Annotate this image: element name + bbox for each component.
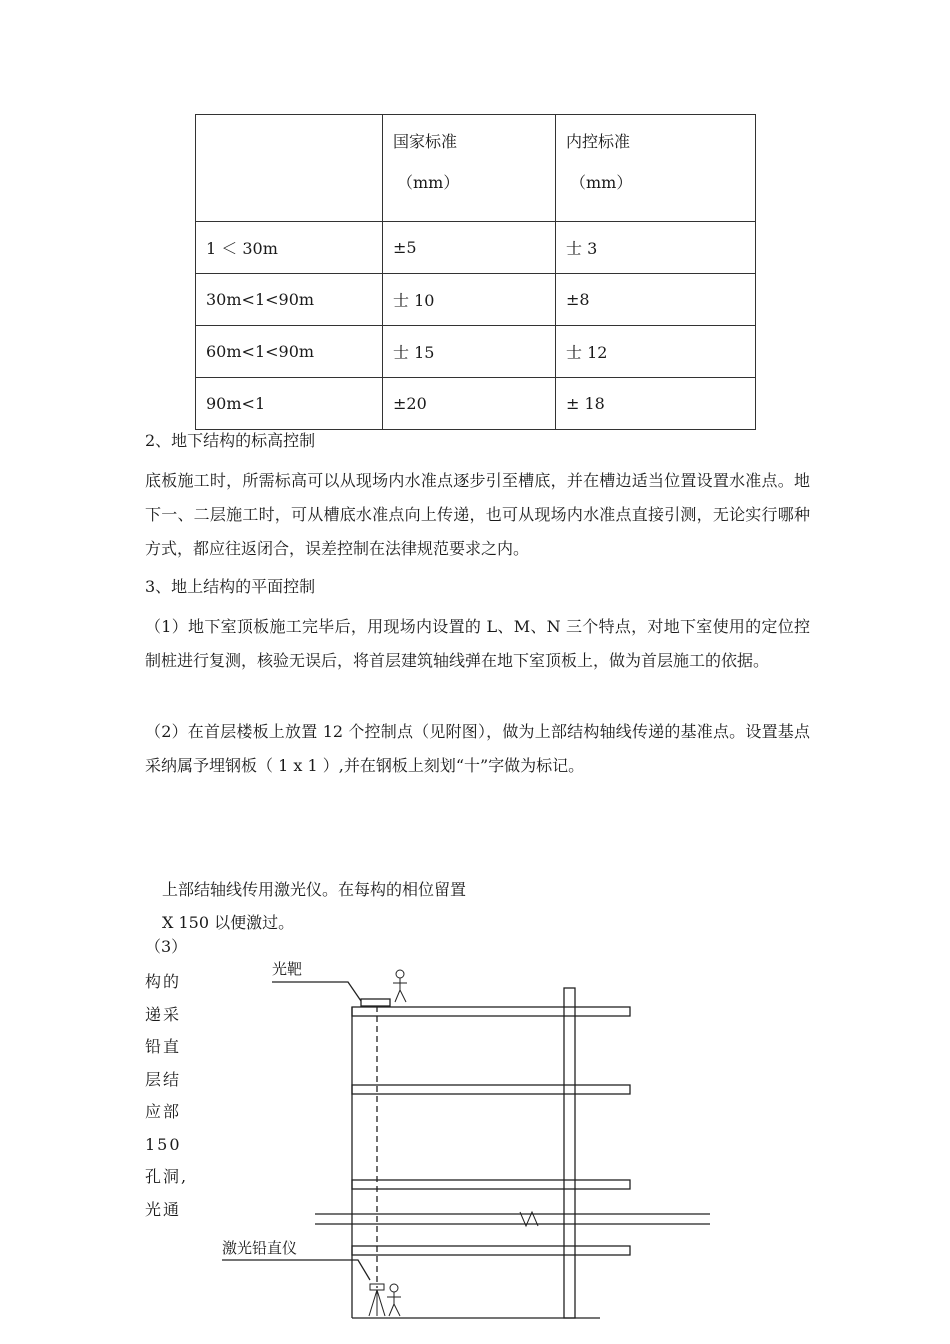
vertical-text-line: 光通 <box>145 1199 182 1219</box>
light-target-icon <box>361 999 390 1006</box>
floor-slab <box>352 1246 630 1255</box>
header-national-label: 国家标准 <box>393 132 458 151</box>
table-cell-national: 士 10 <box>383 274 556 326</box>
vertical-text-line: 递采 <box>145 1004 182 1024</box>
section3-heading: 3、地上结构的平面控制 <box>145 577 316 596</box>
table-cell-national: 士 15 <box>383 326 556 378</box>
floor-slab <box>352 1007 630 1016</box>
header-internal-label: 内控标准 <box>566 132 631 151</box>
section2-paragraph: 底板施工时，所需标高可以从现场内水准点逐步引至槽底，并在槽边适当位置设置水准点。地下一、二层施工时，可从槽底水准点向上传递，也可从现场内水准点直接引测，无论实行哪种方式，都应往返闭合，误差控制在法律规范要求之内。 <box>145 471 810 558</box>
section3-item1: （1）地下室顶板施工完毕后，用现场内设置的 L、M、N 三个特点，对地下室使用的定位控制桩进行复测，核验无误后，将首层建筑轴线弹在地下室顶板上，做为首层施工的依据。 <box>145 617 810 670</box>
vertical-text-line: 铅直 <box>145 1037 182 1056</box>
vertical-text-line: 层结 <box>145 1069 182 1089</box>
person-icon <box>387 1284 401 1316</box>
target-leader-line <box>272 982 361 1001</box>
vertical-text-line: 应部 <box>145 1102 182 1121</box>
right-column <box>564 988 575 1318</box>
table-cell-internal: 士 3 <box>556 222 756 274</box>
section3-item2: （2）在首层楼板上放置 12 个控制点（见附图），做为上部结构轴线传递的基准点。设置基点采纳属予埋钢板（ 1 x 1 ）,并在钢板上刻划“十”字做为标记。 <box>145 722 810 775</box>
table-cell-range: 1 ＜ 30m <box>196 222 383 274</box>
vertical-text-line: 构的 <box>145 972 182 991</box>
table-cell-range: 30m<1<90m <box>196 274 383 326</box>
item3-line-a: 上部结轴线传用激光仪。在每构的相位留置 <box>162 880 467 899</box>
table-cell-range: 90m<1 <box>196 378 383 430</box>
target-label: 光靶 <box>272 960 303 978</box>
table-cell-internal: 士 12 <box>556 326 756 378</box>
person-icon <box>393 970 407 1002</box>
table-cell-internal: ±8 <box>556 274 756 326</box>
header-internal-unit: （mm） <box>570 173 633 192</box>
floor-slab <box>352 1180 630 1189</box>
table-cell-national: ±20 <box>383 378 556 430</box>
table-cell-range: 60m<1<90m <box>196 326 383 378</box>
instrument-leader-line <box>222 1260 370 1280</box>
table-cell-national: ±5 <box>383 222 556 274</box>
item3-label: （3） <box>145 937 188 956</box>
table-cell-internal: ± 18 <box>556 378 756 430</box>
header-national-unit: （mm） <box>397 173 460 192</box>
vertical-text-line: 孔洞, <box>145 1167 189 1186</box>
vertical-text-line: 150 <box>145 1134 182 1154</box>
item3-line-b: X 150 以便激过。 <box>162 913 295 932</box>
laser-plumb-instrument-icon <box>369 1284 385 1316</box>
section2-heading: 2、地下结构的标高控制 <box>145 431 316 450</box>
floor-slab <box>352 1085 630 1094</box>
instrument-label: 激光铅直仪 <box>222 1239 298 1257</box>
